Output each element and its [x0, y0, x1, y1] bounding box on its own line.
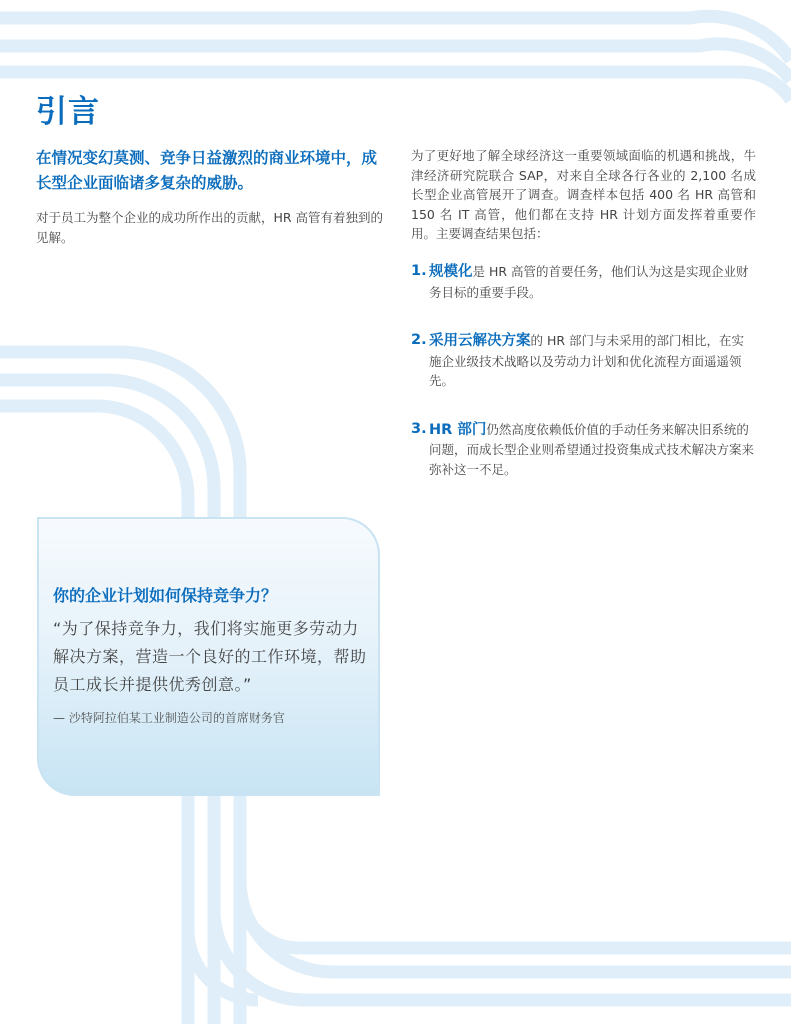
- finding-lead: HR 部门: [429, 421, 487, 438]
- finding-text: 的 HR 部门与未采用的部门相比，在实施企业级技术战略以及劳动力计划和优化流程方面遥遥领先。: [429, 333, 745, 388]
- findings-list: [411, 262, 756, 508]
- list-item: [411, 331, 756, 391]
- finding-lead: 规模化: [429, 264, 473, 280]
- list-item: [411, 420, 756, 480]
- intro-body: 对于员工为整个企业的成功所作出的贡献，HR 高管有着独到的见解。: [36, 210, 384, 245]
- finding-text: 仍然高度依赖低价值的手动任务来解决旧系统的问题，而成长型企业则希望通过投资集成式技术解决方案来弥补这一不足。: [429, 421, 755, 477]
- intro-lead: 在情况变幻莫测、竞争日益激烈的商业环境中，成长型企业面临诸多复杂的威胁。: [36, 149, 378, 192]
- list-item: [411, 262, 756, 302]
- quote-source: — 沙特阿拉伯某工业制造公司的首席财务官: [53, 711, 285, 725]
- finding-number: 3.: [411, 420, 427, 437]
- finding-text: 是 HR 高管的首要任务，他们认为这是实现企业财务目标的重要手段。: [429, 264, 749, 300]
- survey-intro: 为了更好地了解全球经济这一重要领域面临的机遇和挑战，牛津经济研究院联合 SAP，对来自全球各行各业的 2,100 名成长型企业高管展开了调查。调查样本包括 400 名 HR 高管和 150 名 IT 高管，他们都在支持 HR 计划方面发挥着重要作用。主要调查结果包括：: [411, 148, 756, 241]
- finding-lead: 采用云解决方案: [429, 333, 531, 349]
- quote-box: [37, 517, 380, 796]
- finding-number: 1.: [411, 263, 427, 279]
- finding-number: 2.: [411, 332, 427, 348]
- quote-text: “为了保持竞争力，我们将实施更多劳动力解决方案，营造一个良好的工作环境，帮助员工成长并提供优秀创意。”: [53, 619, 367, 694]
- page-title: 引言: [36, 94, 100, 130]
- quote-heading: 你的企业计划如何保持竞争力？: [53, 586, 278, 605]
